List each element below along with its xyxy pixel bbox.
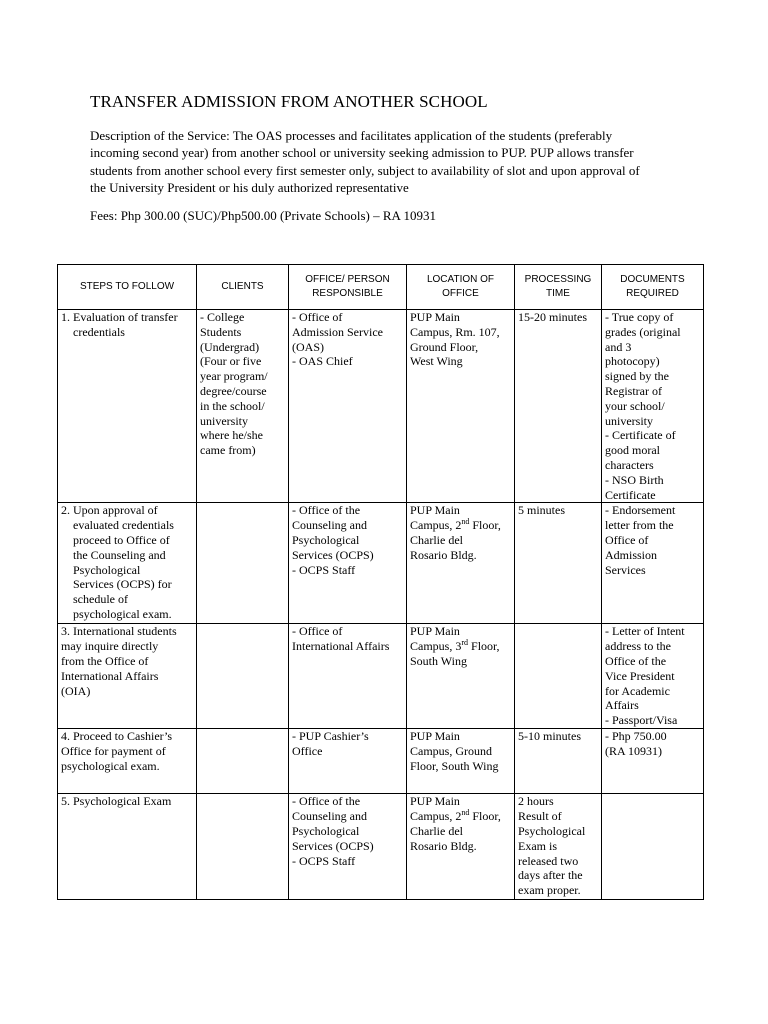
step-cell: 4. Proceed to Cashier’s Office for payment of psychological exam. xyxy=(58,729,197,794)
header-time: PROCESSING TIME xyxy=(515,265,602,310)
time-cell: 2 hours Result of Psychological Exam is released two days after the exam proper. xyxy=(515,794,602,900)
documents-cell: - Letter of Intent address to the Office of the Vice President for Academic Affairs - Passport/Visa xyxy=(602,624,704,729)
description-line: the University President or his duly authorized representative xyxy=(90,179,409,195)
office-cell: - Office of Admission Service (OAS) - OAS Chief xyxy=(289,310,407,503)
step-cell: 2. Upon approval of evaluated credentials proceed to Office of the Counseling and Psychological Services (OCPS) for schedule of psychological exam. xyxy=(58,503,197,624)
time-cell: 15-20 minutes xyxy=(515,310,602,503)
documents-cell: - Php 750.00 (RA 10931) xyxy=(602,729,704,794)
table-row xyxy=(58,310,704,503)
table-row xyxy=(58,794,704,900)
description-line: incoming second year) from another school or university seeking admission to PUP. PUP allows transfer xyxy=(90,145,634,161)
procedure-table xyxy=(57,264,704,900)
step-cell: 3. International students may inquire directly from the Office of International Affairs (OIA) xyxy=(58,624,197,729)
header-documents: DOCUMENTS REQUIRED xyxy=(602,265,704,310)
time-cell xyxy=(515,624,602,729)
office-cell: - Office of International Affairs xyxy=(289,624,407,729)
clients-cell xyxy=(197,503,289,624)
fees-text: Fees: Php 300.00 (SUC)/Php500.00 (Private Schools) – RA 10931 xyxy=(90,208,436,223)
clients-cell xyxy=(197,794,289,900)
time-cell: 5 minutes xyxy=(515,503,602,624)
table-row xyxy=(58,729,704,794)
location-cell: PUP Main Campus, Ground Floor, South Wing xyxy=(407,729,515,794)
location-cell: PUP Main Campus, 2nd Floor, Charlie del Rosario Bldg. xyxy=(407,794,515,900)
table-header-row xyxy=(58,265,704,310)
header-clients: CLIENTS xyxy=(197,265,289,310)
header-office: OFFICE/ PERSON RESPONSIBLE xyxy=(289,265,407,310)
clients-cell xyxy=(197,729,289,794)
location-cell: PUP Main Campus, Rm. 107, Ground Floor, West Wing xyxy=(407,310,515,503)
page-title: TRANSFER ADMISSION FROM ANOTHER SCHOOL xyxy=(90,92,488,111)
clients-cell xyxy=(197,624,289,729)
description-line: students from another school every first semester only, subject to availability of slot and upon approval of xyxy=(90,162,640,178)
description-line: Description of the Service: The OAS processes and facilitates application of the students (preferably xyxy=(90,128,613,143)
step-cell: 5. Psychological Exam xyxy=(58,794,197,900)
table-row xyxy=(58,624,704,729)
service-description xyxy=(90,127,686,196)
office-cell: - Office of the Counseling and Psychological Services (OCPS) - OCPS Staff xyxy=(289,794,407,900)
clients-cell: - College Students (Undergrad) (Four or five year program/ degree/course in the school/ university where he/she came from) xyxy=(197,310,289,503)
header-location: LOCATION OF OFFICE xyxy=(407,265,515,310)
documents-cell: - True copy of grades (original and 3 photocopy) signed by the Registrar of your school/ university - Certificate of good moral characters - NSO Birth Certificate xyxy=(602,310,704,503)
table-row xyxy=(58,503,704,624)
location-cell: PUP Main Campus, 2nd Floor, Charlie del Rosario Bldg. xyxy=(407,503,515,624)
step-cell: 1. Evaluation of transfer credentials xyxy=(58,310,197,503)
documents-cell xyxy=(602,794,704,900)
header-steps: STEPS TO FOLLOW xyxy=(58,265,197,310)
office-cell: - Office of the Counseling and Psychological Services (OCPS) - OCPS Staff xyxy=(289,503,407,624)
documents-cell: - Endorsement letter from the Office of Admission Services xyxy=(602,503,704,624)
location-cell: PUP Main Campus, 3rd Floor, South Wing xyxy=(407,624,515,729)
time-cell: 5-10 minutes xyxy=(515,729,602,794)
office-cell: - PUP Cashier’s Office xyxy=(289,729,407,794)
